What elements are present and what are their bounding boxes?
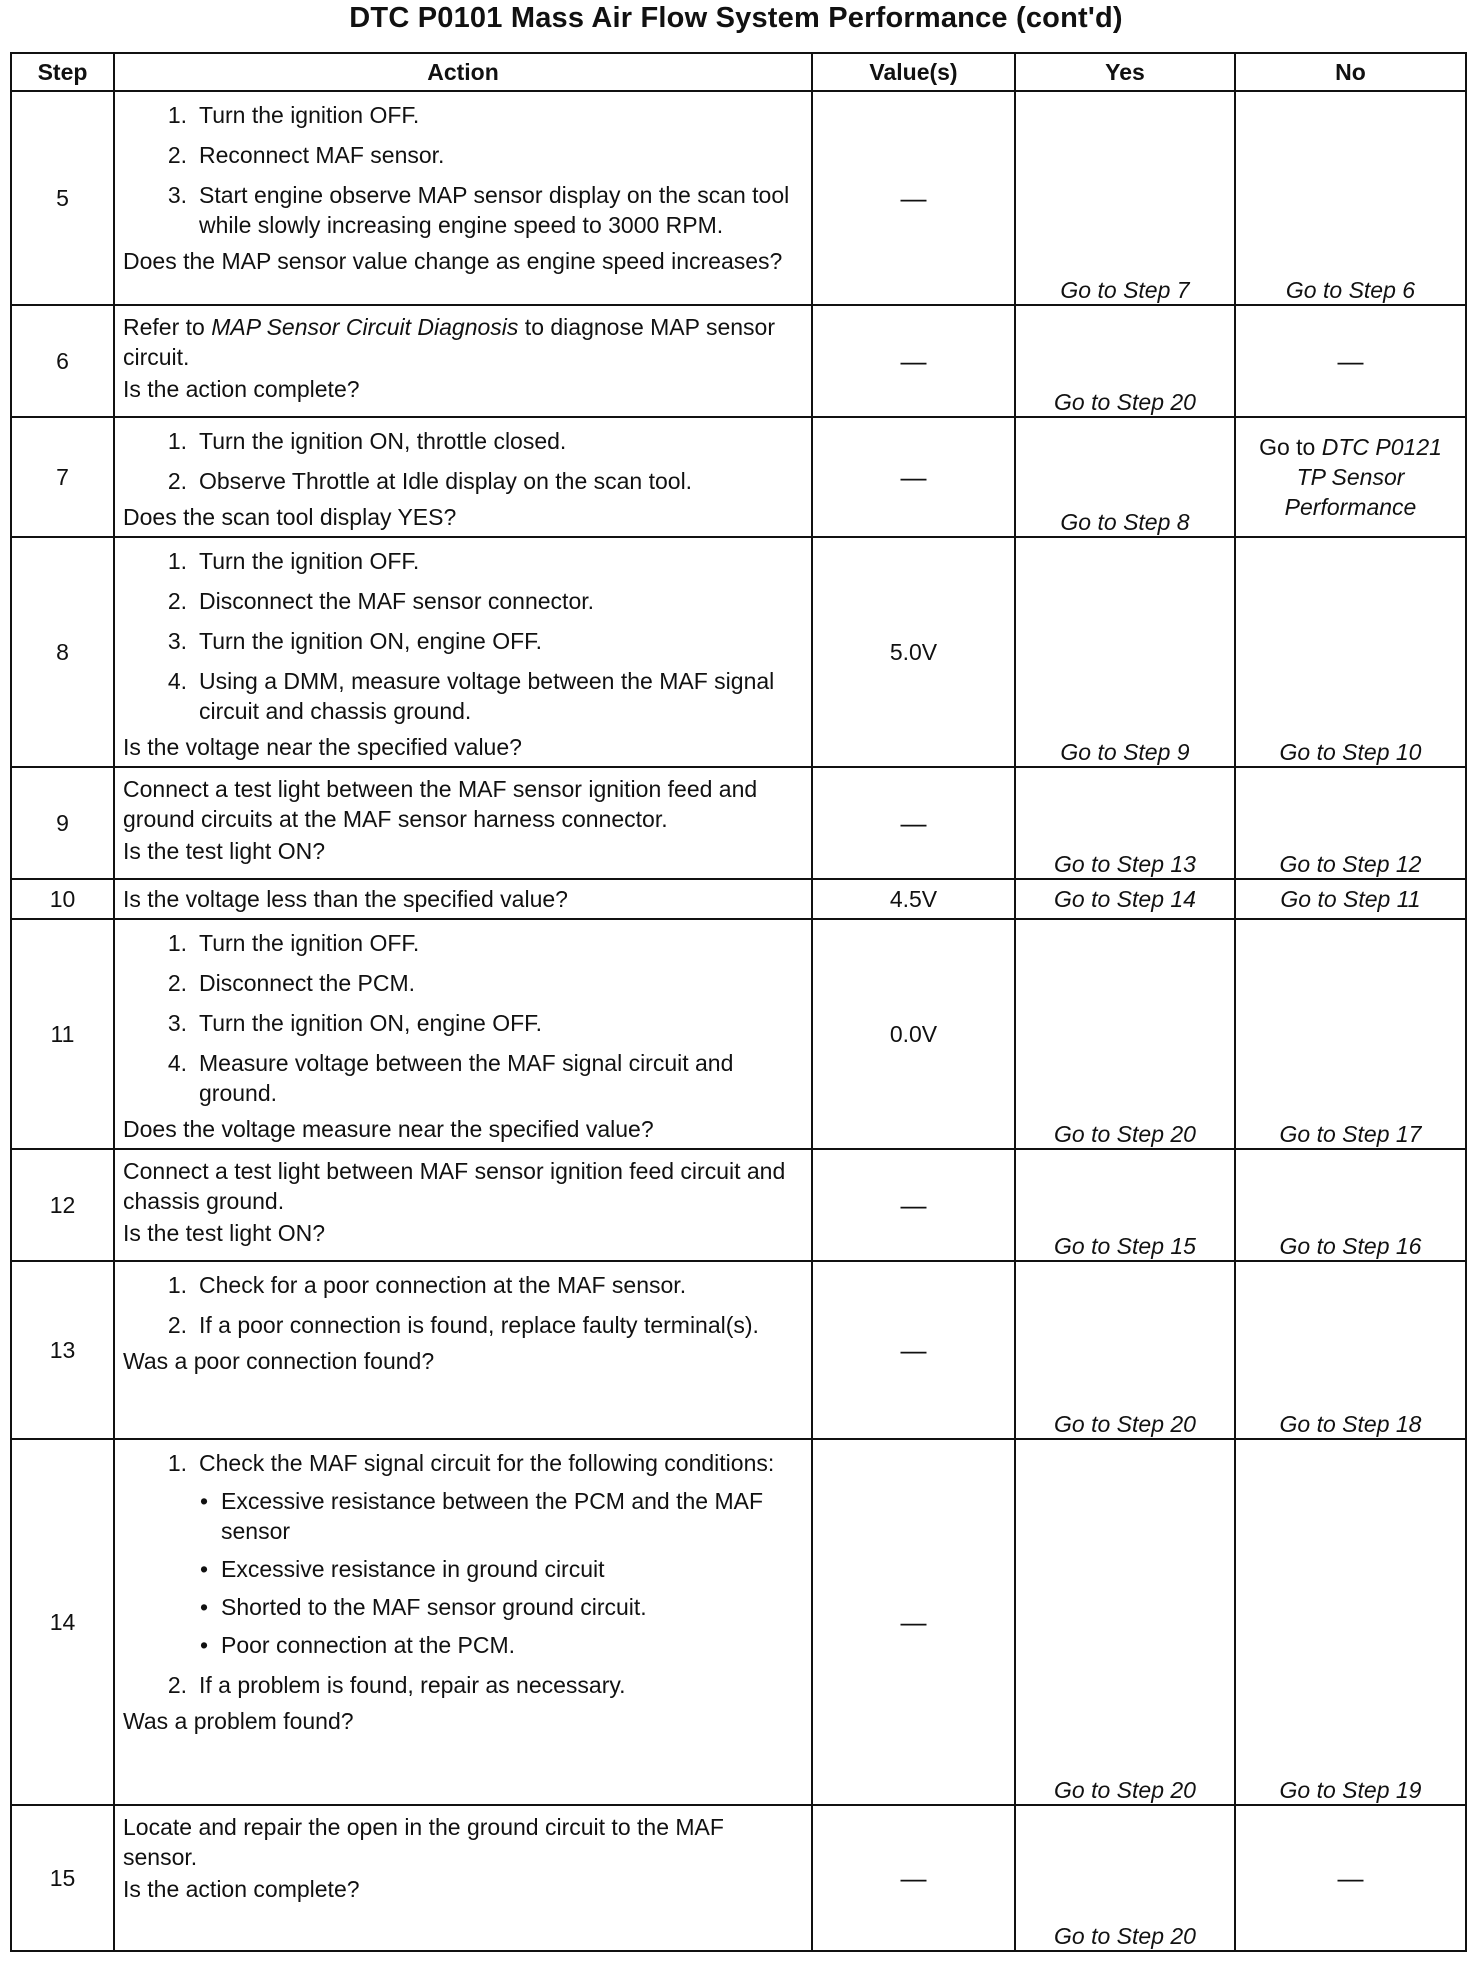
action-cell — [114, 417, 812, 537]
table-row-step-7 — [11, 417, 1466, 537]
yes-cell: Go to Step 20 — [1015, 305, 1235, 417]
action-question: Does the voltage measure near the specified value? — [123, 1116, 654, 1142]
action-text: Locate and repair the open in the ground circuit to the MAF sensor. — [123, 1814, 724, 1870]
step-number: 9 — [11, 767, 114, 879]
action-sub-item: • Excessive resistance in ground circuit — [199, 1556, 605, 1582]
action-question: Was a poor connection found? — [123, 1348, 435, 1374]
value-cell: — — [812, 91, 1015, 305]
action-item: 2. Reconnect MAF sensor. — [167, 142, 445, 168]
action-cell — [114, 767, 812, 879]
action-question: Is the voltage near the specified value? — [123, 734, 522, 760]
yes-cell: Go to Step 8 — [1015, 417, 1235, 537]
no-cell: Go to Step 10 — [1235, 537, 1466, 767]
yes-cell: Go to Step 9 — [1015, 537, 1235, 767]
no-cell: Go to DTC P0121 TP Sensor Performance — [1235, 417, 1466, 537]
action-question: Is the test light ON? — [123, 1220, 325, 1246]
value-cell: — — [812, 767, 1015, 879]
yes-cell: Go to Step 14 — [1015, 879, 1235, 919]
action-item: 4. Using a DMM, measure voltage between the MAF signal circuit and chassis ground. — [167, 668, 775, 724]
diagnostic-table — [10, 52, 1467, 1952]
table-header-row — [11, 53, 1466, 91]
no-cell: Go to Step 19 — [1235, 1439, 1466, 1805]
header-no: No — [1235, 53, 1466, 91]
table-row-step-6 — [11, 305, 1466, 417]
step-number: 11 — [11, 919, 114, 1149]
header-values: Value(s) — [812, 53, 1015, 91]
table-row-step-11 — [11, 919, 1466, 1149]
table-row-step-14 — [11, 1439, 1466, 1805]
header-step: Step — [11, 53, 114, 91]
yes-cell: Go to Step 20 — [1015, 1805, 1235, 1951]
action-cell — [114, 305, 812, 417]
value-cell: 5.0V — [812, 537, 1015, 767]
value-cell: — — [812, 1805, 1015, 1951]
action-question: Does the scan tool display YES? — [123, 504, 457, 530]
no-cell: Go to Step 6 — [1235, 91, 1466, 305]
yes-cell: Go to Step 7 — [1015, 91, 1235, 305]
table-row-step-10 — [11, 879, 1466, 919]
table-row-step-5 — [11, 91, 1466, 305]
action-cell — [114, 537, 812, 767]
action-sub-item: • Poor connection at the PCM. — [199, 1632, 516, 1658]
value-cell: — — [812, 1261, 1015, 1439]
table-row-step-15 — [11, 1805, 1466, 1951]
yes-cell: Go to Step 15 — [1015, 1149, 1235, 1261]
no-cell: — — [1235, 305, 1466, 417]
value-cell: — — [812, 417, 1015, 537]
action-item: 2. If a poor connection is found, replace faulty terminal(s). — [167, 1312, 759, 1338]
step-number: 13 — [11, 1261, 114, 1439]
no-cell: — — [1235, 1805, 1466, 1951]
value-cell: — — [812, 1149, 1015, 1261]
action-item: 2. Disconnect the PCM. — [167, 970, 416, 996]
action-item: 3. Turn the ignition ON, engine OFF. — [167, 1010, 543, 1036]
action-item: 4. Measure voltage between the MAF signal circuit and ground. — [167, 1050, 734, 1106]
header-action: Action — [114, 53, 812, 91]
table-row-step-9 — [11, 767, 1466, 879]
action-item: 1. Turn the ignition ON, throttle closed. — [167, 428, 567, 454]
action-cell — [114, 1805, 812, 1951]
step-number: 10 — [11, 879, 114, 919]
yes-cell: Go to Step 20 — [1015, 1439, 1235, 1805]
no-cell: Go to Step 18 — [1235, 1261, 1466, 1439]
action-item: 2. Observe Throttle at Idle display on the scan tool. — [167, 468, 693, 494]
yes-cell: Go to Step 20 — [1015, 919, 1235, 1149]
action-item: 3. Turn the ignition ON, engine OFF. — [167, 628, 543, 654]
action-text: Connect a test light between MAF sensor ignition feed circuit and chassis ground. — [123, 1158, 786, 1214]
action-cell — [114, 1439, 812, 1805]
action-question: Does the MAP sensor value change as engine speed increases? — [123, 248, 783, 274]
action-question: Is the test light ON? — [123, 838, 325, 864]
action-item: 1. Check for a poor connection at the MAF sensor. — [167, 1272, 687, 1298]
action-item: 1. Turn the ignition OFF. — [167, 548, 420, 574]
step-number: 14 — [11, 1439, 114, 1805]
action-text: Refer to MAP Sensor Circuit Diagnosis to diagnose MAP sensor circuit. — [123, 314, 775, 370]
action-question: Is the action complete? — [123, 376, 360, 402]
header-yes: Yes — [1015, 53, 1235, 91]
action-cell — [114, 1149, 812, 1261]
action-cell — [114, 879, 812, 919]
step-number: 8 — [11, 537, 114, 767]
action-item: 2. Disconnect the MAF sensor connector. — [167, 588, 595, 614]
no-cell: Go to Step 11 — [1235, 879, 1466, 919]
yes-cell: Go to Step 13 — [1015, 767, 1235, 879]
action-item: 3. Start engine observe MAP sensor display on the scan tool while slowly increasing engine speed to 3000 RPM. — [167, 182, 790, 238]
action-cell — [114, 91, 812, 305]
table-row-step-8 — [11, 537, 1466, 767]
no-cell: Go to Step 17 — [1235, 919, 1466, 1149]
step-number: 12 — [11, 1149, 114, 1261]
value-cell: — — [812, 305, 1015, 417]
action-sub-item: • Excessive resistance between the PCM and the MAF sensor — [199, 1488, 764, 1544]
value-cell: 4.5V — [812, 879, 1015, 919]
action-item: 1. Turn the ignition OFF. — [167, 102, 420, 128]
action-sub-item: • Shorted to the MAF sensor ground circuit. — [199, 1594, 647, 1620]
action-item: 1. Check the MAF signal circuit for the following conditions: — [167, 1450, 775, 1476]
step-number: 15 — [11, 1805, 114, 1951]
no-cell: Go to Step 12 — [1235, 767, 1466, 879]
action-question: Was a problem found? — [123, 1708, 354, 1734]
value-cell: — — [812, 1439, 1015, 1805]
action-text: Connect a test light between the MAF sensor ignition feed and ground circuits at the MAF sensor harness connector. — [123, 776, 758, 832]
action-question: Is the voltage less than the specified value? — [123, 886, 568, 912]
yes-cell: Go to Step 20 — [1015, 1261, 1235, 1439]
action-cell — [114, 919, 812, 1149]
value-cell: 0.0V — [812, 919, 1015, 1149]
action-cell — [114, 1261, 812, 1439]
table-row-step-12 — [11, 1149, 1466, 1261]
action-item: 2. If a problem is found, repair as necessary. — [167, 1672, 626, 1698]
page-title: DTC P0101 Mass Air Flow System Performance (cont'd) — [349, 2, 1123, 34]
no-cell: Go to Step 16 — [1235, 1149, 1466, 1261]
action-question: Is the action complete? — [123, 1876, 360, 1902]
table-row-step-13 — [11, 1261, 1466, 1439]
step-number: 7 — [11, 417, 114, 537]
step-number: 5 — [11, 91, 114, 305]
step-number: 6 — [11, 305, 114, 417]
action-item: 1. Turn the ignition OFF. — [167, 930, 420, 956]
